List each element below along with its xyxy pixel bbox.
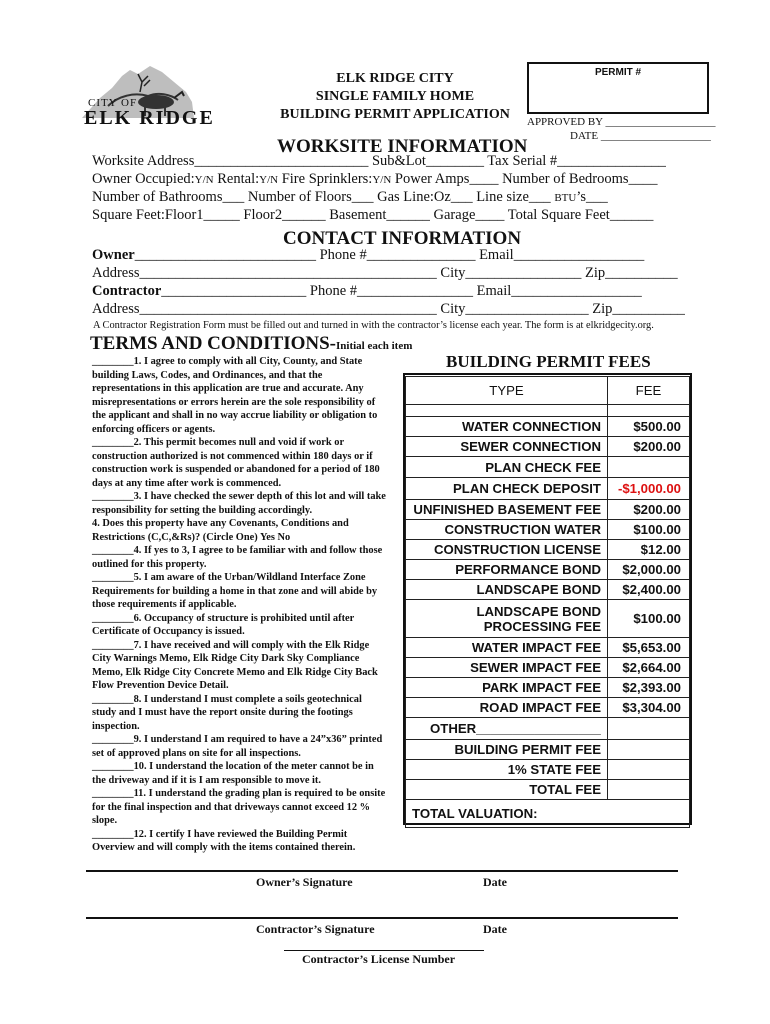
fee-type: WATER IMPACT FEE (406, 638, 608, 658)
term-item[interactable]: ________11. I understand the grading plan is required to be onsite for the final inspection and that driveways cannot exceed 12 % slope. (92, 788, 386, 826)
fee-type-other[interactable]: OTHER_________________ (406, 718, 608, 740)
fee-value[interactable] (608, 718, 690, 740)
permit-label: PERMIT # (594, 67, 642, 78)
contractor-signature-line[interactable] (86, 917, 678, 919)
term-item[interactable]: ________9. I understand I am required to have a 24”x36” printed set of approved plans on site for all inspections. (92, 734, 383, 759)
term-item[interactable]: ________8. I understand I must complete a soils geotechnical study and I must have the report onsite during the footings inspection. (92, 693, 362, 732)
fee-type: 1% STATE FEE (406, 760, 608, 780)
fee-value[interactable] (608, 740, 690, 760)
owner-signature-label: Owner’s Signature (256, 875, 353, 889)
contractor-fields[interactable]: ____________________ Phone #________________ Email__________________ (161, 283, 642, 299)
term-item[interactable]: 4. Does this property have any Covenants, Conditions and Restrictions (C,C,&Rs)? (Circle One) Yes No (92, 518, 349, 543)
bathrooms-floors-gas-label: Number of Bathrooms___ Number of Floors___ Gas Line:Oz___ Line size___ (92, 189, 555, 205)
permit-number-box[interactable] (527, 62, 709, 114)
fees-spacer (608, 405, 690, 417)
header-city: ELK RIDGE CITY (336, 71, 454, 86)
worksite-address-line[interactable]: Worksite Address________________________ Sub&Lot________ Tax Serial #_______________ (92, 153, 666, 169)
fees-col-fee: FEE (608, 377, 690, 405)
fee-value[interactable]: $12.00 (608, 540, 690, 560)
power-bedrooms-label: Power Amps____ Number of Bedrooms____ (391, 171, 658, 187)
term-item[interactable]: ________4. If yes to 3, I agree to be familiar with and follow those outlined for this property. (92, 545, 383, 570)
fee-type: SEWER CONNECTION (406, 437, 608, 457)
approved-by-field[interactable]: APPROVED BY ____________________ (527, 116, 716, 128)
term-item[interactable]: ________5. I am aware of the Urban/Wildland Interface Zone Requirements for building a home in that zone and will abide by those requirements if applicable. (92, 572, 378, 610)
contractor-line[interactable] (92, 283, 642, 300)
fees-heading: BUILDING PERMIT FEES (446, 352, 651, 371)
fee-type: PLAN CHECK DEPOSIT (406, 478, 608, 500)
fee-type-line2: PROCESSING FEE (483, 618, 601, 634)
owner-label: Owner (92, 247, 135, 263)
worksite-heading: WORKSITE INFORMATION (277, 136, 528, 157)
fee-type: PERFORMANCE BOND (406, 560, 608, 580)
fee-type: PLAN CHECK FEE (406, 457, 608, 478)
owner-address-line[interactable]: Address_________________________________________ City________________ Zip__________ (92, 265, 678, 281)
fee-value[interactable]: $2,664.00 (608, 658, 690, 678)
owner-date-label: Date (483, 875, 507, 889)
fee-type-multiline (406, 600, 608, 638)
owner-signature-line[interactable] (86, 870, 678, 872)
fee-type: WATER CONNECTION (406, 417, 608, 437)
logo-elk-ridge: ELK RIDGE (84, 107, 215, 129)
fee-value[interactable]: $2,000.00 (608, 560, 690, 580)
terms-heading (90, 333, 412, 355)
btu-field: ’s___ (576, 189, 608, 205)
owner-occupied-label: Owner Occupied: (92, 171, 195, 187)
fee-type: ROAD IMPACT FEE (406, 698, 608, 718)
header-type: SINGLE FAMILY HOME (315, 89, 475, 104)
license-number-line[interactable] (284, 950, 484, 951)
fee-value[interactable]: $2,400.00 (608, 580, 690, 600)
total-valuation[interactable]: TOTAL VALUATION: (406, 800, 690, 828)
rental-yn[interactable]: Y/N (259, 174, 279, 186)
fees-spacer (406, 405, 608, 417)
fee-type: BUILDING PERMIT FEE (406, 740, 608, 760)
header-application: BUILDING PERMIT APPLICATION (280, 107, 510, 122)
occupancy-line[interactable] (92, 171, 658, 188)
fee-value[interactable]: $100.00 (608, 600, 690, 638)
fee-value[interactable]: $200.00 (608, 437, 690, 457)
fee-value[interactable] (608, 760, 690, 780)
fee-type-line1: LANDSCAPE BOND (476, 603, 601, 619)
fee-value[interactable]: $3,304.00 (608, 698, 690, 718)
fee-value[interactable]: $100.00 (608, 520, 690, 540)
approval-date-field[interactable]: DATE ____________________ (570, 130, 711, 142)
term-item[interactable]: ________2. This permit becomes null and void if work or construction authorized is not commenced within 180 days or if construction work is suspended or abandoned for a period of 180 days at any time after work is commenced. (92, 437, 380, 489)
term-item[interactable]: ________7. I have received and will comply with the Elk Ridge City Warnings Memo, Elk Ridge City Dark Sky Compliance Memo, Elk Ridge City Concrete Memo and Elk Ridge City Back Flow Prevention Device Detail. (92, 639, 378, 691)
fee-type: SEWER IMPACT FEE (406, 658, 608, 678)
terms-subheading: Initial each item (335, 340, 413, 352)
fee-type: CONSTRUCTION WATER (406, 520, 608, 540)
contractor-signature-label: Contractor’s Signature (256, 922, 375, 936)
fee-type: UNFINISHED BASEMENT FEE (406, 500, 608, 520)
fee-value[interactable]: $500.00 (608, 417, 690, 437)
fee-type: PARK IMPACT FEE (406, 678, 608, 698)
owner-line[interactable] (92, 247, 644, 264)
term-item[interactable]: ________12. I certify I have reviewed the Building Permit Overview and will comply with the items contained therein. (92, 828, 356, 853)
logo-city-of: CITY OF (88, 97, 138, 109)
fee-value[interactable]: $200.00 (608, 500, 690, 520)
fee-type: TOTAL FEE (406, 780, 608, 800)
owner-fields[interactable]: _________________________ Phone #_______________ Email__________________ (134, 247, 645, 263)
fee-value[interactable] (608, 780, 690, 800)
owner-occupied-yn[interactable]: Y/N (194, 174, 214, 186)
btu-label: BTU (554, 192, 577, 204)
contractor-registration-note: A Contractor Registration Form must be filled out and turned in with the contractor’s license each year. The form is at elkridgecity.org. (93, 320, 654, 331)
term-item[interactable]: ________10. I understand the location of the meter cannot be in the driveway and if it is I am responsible to move it. (92, 761, 374, 786)
fee-value[interactable]: $2,393.00 (608, 678, 690, 698)
contact-heading: CONTACT INFORMATION (283, 228, 522, 249)
contractor-address-line[interactable]: Address_________________________________________ City_________________ Zip__________ (92, 301, 685, 317)
fee-type: CONSTRUCTION LICENSE (406, 540, 608, 560)
square-feet-line[interactable]: Square Feet:Floor1_____ Floor2______ Basement______ Garage____ Total Square Feet______ (92, 207, 654, 223)
fee-value-deposit[interactable]: -$1,000.00 (608, 478, 690, 500)
term-item[interactable]: ________6. Occupancy of structure is prohibited until after Certificate of Occupancy is issued. (92, 612, 355, 637)
term-item[interactable]: ________1. I agree to comply with all City, County, and State building Laws, Codes, and Ordinances, and that the representations in this application are true and accurate. Any misrepresentations or errors herein are the sole responsibility of the applicant and shall in no way accrue liability or obligation to enforcing officers or agents. (92, 356, 378, 435)
fire-sprinklers-label: Fire Sprinklers: (278, 171, 373, 187)
bathrooms-line[interactable] (92, 189, 608, 206)
contractor-license-label: Contractor’s License Number (302, 952, 456, 966)
fee-value[interactable]: $5,653.00 (608, 638, 690, 658)
contractor-label: Contractor (92, 283, 162, 299)
rental-label: Rental: (213, 171, 260, 187)
fire-sprinklers-yn[interactable]: Y/N (372, 174, 392, 186)
fee-type: LANDSCAPE BOND (406, 580, 608, 600)
terms-heading-text: TERMS AND CONDITIONS- (90, 333, 336, 354)
fee-value[interactable] (608, 457, 690, 478)
term-item[interactable]: ________3. I have checked the sewer depth of this lot and will take responsibility for setting the building accordingly. (92, 491, 386, 516)
fees-col-type: TYPE (406, 377, 608, 405)
terms-list (92, 355, 386, 855)
fees-table (405, 376, 690, 828)
contractor-date-label: Date (483, 922, 507, 936)
